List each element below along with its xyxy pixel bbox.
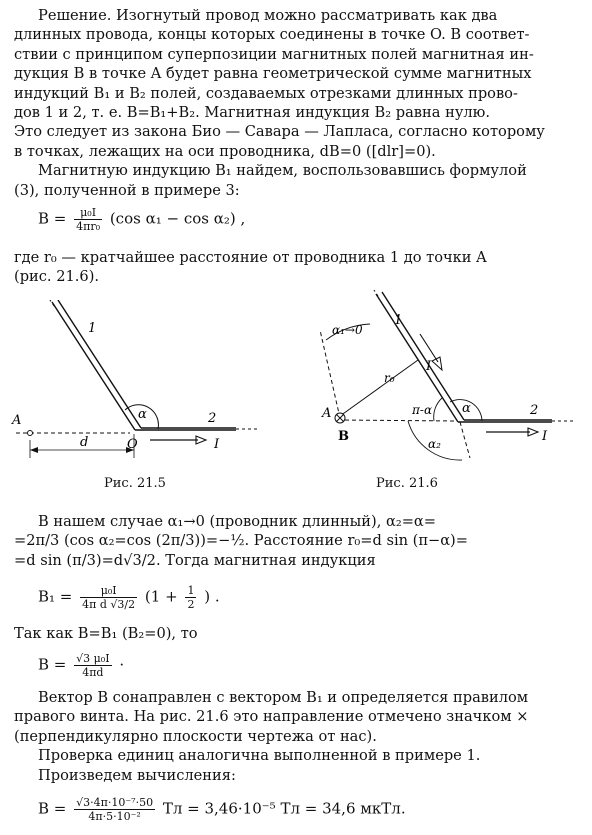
fraction-denominator: 4πr₀ [76,220,101,233]
fraction [74,206,102,233]
caption-fig-21-5: Рис. 21.5 [104,476,166,491]
fraction-numerator: 1 [187,584,195,597]
formula-bracket-close: ) . [204,587,220,606]
text-line: дов 1 и 2, т. е. B=B₁+B₂. Магнитная индукция B₂ равна нулю. [14,104,491,122]
vector-text [14,688,580,785]
fraction [80,584,137,611]
text-line: Это следует из закона Био — Савара — Лапласа, согласно которому [14,123,545,141]
text-line: В нашем случае α₁→0 (проводник длинный), α₂=α= [38,513,437,530]
formula-lhs: B = [38,209,67,228]
label-pi-minus-alpha: π-α [412,403,433,417]
where-text [14,248,580,287]
label-alpha2: α₂ [428,437,441,451]
label-wire-1: 1 [88,321,97,336]
text-line: Магнитную индукцию B₁ найдем, воспользовавшись формулой [38,162,527,180]
label-wire-1: 1 [394,313,403,328]
formula-lhs: B = [38,655,67,674]
text-line: Вектор B сонаправлен с вектором B₁ и определяется правилом [38,689,529,706]
text-line: Произведем вычисления: [38,766,236,784]
text-line: индукций B₁ и B₂ полей, создаваемых отрезками длинных прово- [14,84,518,102]
label-current-2: I [542,429,548,444]
label-point-o: O [127,437,138,452]
caption-fig-21-6: Рис. 21.6 [376,476,438,491]
formula-b1-specific [38,584,220,611]
formula-calculation [38,796,406,823]
figure-21-5 [10,300,280,470]
label-current: I [214,437,220,452]
label-alpha1: α₁→0 [332,323,363,337]
label-current-1: I [426,359,432,374]
text-line: правого винта. На рис. 21.6 это направление отмечено значком × [14,708,529,726]
label-alpha: α [462,401,471,416]
formula-bracket-open: (1 + [144,587,178,606]
text-line: Так как B=B₁ (B₂=0), то [14,625,198,642]
label-angle-alpha: α [138,407,147,422]
fraction-numerator: √3 μ₀I [76,652,110,665]
formula-b1-general [38,206,245,233]
fraction-half [185,584,196,611]
text-line: ствии с принципом суперпозиции магнитных полей магнитная ин- [14,45,534,63]
fraction-denominator: 4πd [82,666,104,679]
formula-b-result [38,652,124,679]
formula-lhs: B = [38,799,67,818]
label-wire-2: 2 [208,411,217,426]
formula-lhs: B₁ = [38,587,73,606]
text-line: дукция B в точке A будет равна геометрической сумме магнитных [14,65,532,83]
fraction-denominator: 2 [187,598,195,611]
text-line: (3), полученной в примере 3: [14,181,240,199]
text-line: в точках, лежащих на оси проводника, dB=0 ([dlr]=0). [14,142,436,160]
fraction [74,652,111,679]
figure-21-6 [310,290,585,480]
fraction-denominator: 4π·5·10⁻² [88,810,141,823]
label-vector-b: B [338,429,349,444]
label-point-a: A [322,406,332,421]
case-text [14,512,580,570]
label-distance-d: d [80,435,89,450]
solution-text [14,6,580,200]
label-wire-2: 2 [530,403,539,418]
fraction-numerator: μ₀I [74,206,102,220]
fraction [74,796,155,823]
label-r0: r₀ [384,371,395,385]
text-line: Решение. Изогнутый провод можно рассматривать как два [38,7,498,24]
fraction-numerator: √3·4π·10⁻⁷·50 [76,796,154,809]
formula-rhs: · [119,655,125,674]
formula-rhs: Тл = 3,46·10⁻⁵ Тл = 34,6 мкТл. [162,799,406,818]
formula-rhs: (cos α₁ − cos α₂) , [109,209,246,228]
text-line: =d sin (π/3)=d√3/2. Тогда магнитная индукция [14,551,376,569]
text-line: (перпендикулярно плоскости чертежа от нас). [14,727,377,745]
text-line: Проверка единиц аналогична выполненной в примере 1. [38,747,481,765]
text-line: (рис. 21.6). [14,268,100,286]
text-line: где r₀ — кратчайшее расстояние от проводника 1 до точки A [14,249,487,266]
label-point-a: A [12,413,22,428]
fraction-denominator: 4π d √3/2 [82,598,136,611]
since-text [14,624,580,643]
fraction-numerator: μ₀I [80,584,137,598]
text-line: =2π/3 (cos α₂=cos (2π/3))=−½. Расстояние r₀=d sin (π−α)= [14,532,468,550]
text-line: длинных провода, концы которых соединены в точке O. В соответ- [14,26,530,44]
